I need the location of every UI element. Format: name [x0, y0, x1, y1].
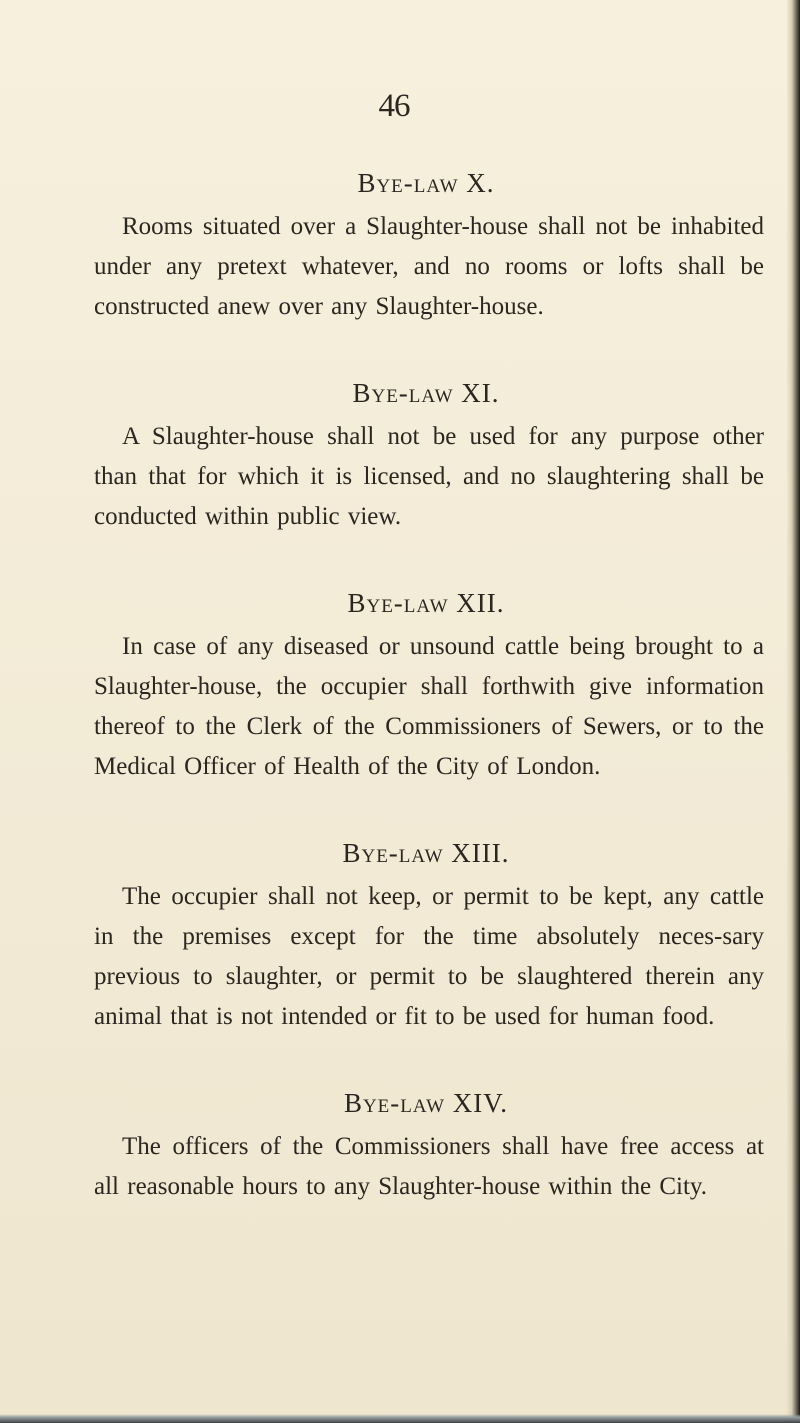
- section-text: In case of any diseased or unsound cattle being brought to a Slaughter-house, the occupier shall forthwith give information thereof to the Clerk of the Commissioners of Sewers, or to the Medical Officer of Health of the City of London.: [94, 633, 764, 780]
- section-heading: Bye-law XIV.: [343, 1088, 509, 1118]
- bye-law-section: [94, 163, 764, 327]
- section-heading: Bye-law XII.: [347, 588, 505, 618]
- section-text: The occupier shall not keep, or permit to be kept, any cattle in the premises except for the time absolutely neces-sary previous to slaughter, or permit to be slaughtered therein any animal that is not intended or fit to be used for human food.: [94, 883, 764, 1030]
- bye-law-section: [94, 1083, 764, 1207]
- section-text: Rooms situated over a Slaughter-house shall not be inhabited under any pretext whatever, and no rooms or lofts shall be constructed anew over any Slaughter-house.: [94, 213, 764, 320]
- bye-law-section: [94, 373, 764, 537]
- page-edge-shadow: [786, 0, 800, 1423]
- page-number: 46: [378, 88, 410, 124]
- bye-law-section: [94, 833, 764, 1037]
- section-text: The officers of the Commissioners shall have free access at all reasonable hours to any Slaughter-house within the City.: [94, 1133, 764, 1200]
- page-body: [94, 163, 764, 1253]
- section-heading: Bye-law XIII.: [342, 838, 510, 868]
- scan-bottom-edge: [0, 1414, 800, 1423]
- section-heading: Bye-law X.: [357, 168, 495, 198]
- section-text: A Slaughter-house shall not be used for any purpose other than that for which it is licensed, and no slaughtering shall be conducted within public view.: [94, 423, 764, 530]
- section-heading: Bye-law XI.: [352, 378, 500, 408]
- bye-law-section: [94, 583, 764, 787]
